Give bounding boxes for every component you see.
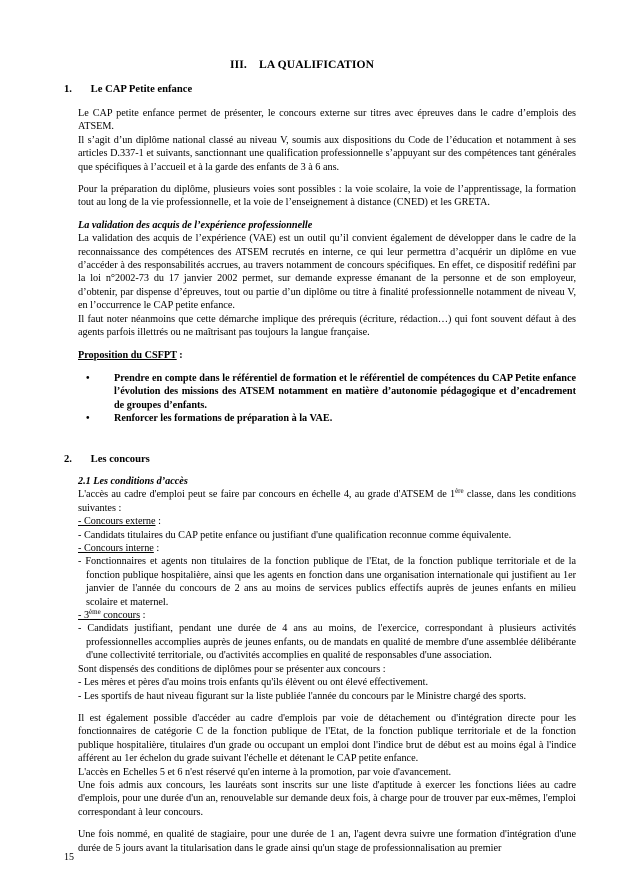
- intro-text-end: classe, dans les conditions suivantes :: [78, 489, 576, 514]
- externe-text: - Candidats titulaires du CAP petite enfance ou justifiant d'une qualification reconnue comme équivalente.: [78, 529, 512, 541]
- proposal-colon: :: [176, 349, 183, 361]
- paragraph: Pour la préparation du diplôme, plusieurs voies sont possibles : la voie scolaire, la voie de l’apprentissage, la formation tout au long de la vie professionnelle, et la voie de l’enseignement à distance (CNED) et les GRETA.: [78, 184, 576, 209]
- externe-colon: :: [155, 516, 161, 528]
- proposal-label: Proposition du CSFPT: [78, 349, 177, 361]
- proposal-list: [78, 372, 576, 426]
- third-colon: :: [140, 610, 146, 622]
- paragraph: Le CAP petite enfance permet de présenter, le concours externe sur titres avec épreuves dans le cadre d’emplois des ATSEM.: [78, 108, 576, 133]
- dispense-item: - Les mères et pères d'au moins trois enfants qu'ils élèvent ou ont élevé effectivement.: [78, 677, 429, 689]
- ordinal-sup: ère: [455, 487, 464, 496]
- interne-colon: :: [153, 543, 160, 555]
- vae-heading: La validation des acquis de l’expérience professionnelle: [78, 219, 313, 231]
- subsection-heading: 2.1 Les conditions d’accès: [78, 476, 188, 487]
- proposal-heading: [78, 349, 576, 362]
- paragraph: La validation des acquis de l’expérience (VAE) est un outil qu’il convient également de développer dans le cadre de la reconnaissance des compétences des ATSEM recrutés en interne, ce qui leur permettra d’acquérir un diplôme en vue d’accéder à des responsabilités accrues, au travers notamment de concours spécifiques. En effet, ce dispositif redéfini par la loi n°2002-73 du 17 janvier 2002 permet, sur demande expresse émanant de la personne et de son employeur, d’obtenir, par dispense d’épreuves, tout ou partie d’un diplôme ou titre à finalité professionnelle notamment de niveau V, en l’occurrence le CAP petite enfance.: [78, 233, 576, 312]
- bullet-icon: •: [86, 413, 90, 425]
- ordinal-sup: ème: [89, 608, 101, 617]
- chapter-title: LA QUALIFICATION: [259, 58, 375, 71]
- interne-heading: [78, 542, 576, 555]
- paragraph: L'accès en Echelles 5 et 6 n'est réservé qu'en interne à la promotion, par voie d'avancement.: [78, 766, 452, 778]
- chapter-number: III.: [230, 58, 247, 71]
- list-item-text: Renforcer les formations de préparation à la VAE.: [114, 413, 333, 425]
- paragraph: Il s’agit d’un diplôme national classé au niveau V, soumis aux dispositions du Code de l’éducation et notamment à ses articles D.337-1 et suivants, sanctionnant une qualification professionnelle s’appuyant sur des compétences tant générales que spécifiques à l’accueil et à la garde des enfants de 3 à 6 ans.: [78, 134, 576, 173]
- list-item: [86, 412, 576, 425]
- third-label: concours: [100, 610, 141, 622]
- third-text: - Candidats justifiant, pendant une durée de 4 ans au moins, de l'exercice, correspondant à plusieurs activités professionnelles accomplies auprès de jeunes enfants, ou de mandats en qualité de membre d'une assemblée délibérante d'une collectivité territoriale, ou d'activités accomplies en qualité de responsables d'une association.: [78, 623, 576, 662]
- paragraph: Une fois nommé, en qualité de stagiaire, pour une durée de 1 an, l'agent devra suivre une formation d'intégration d'une durée de 5 jours avant la titularisation dans le grade ainsi qu'un stage de professionnalisation au premier: [78, 829, 576, 854]
- intro-text: L'accès au cadre d'emploi peut se faire par concours en échelle 4, au grade d'ATSEM de 1: [78, 489, 456, 501]
- dispense-item: - Les sportifs de haut niveau figurant sur la liste publiée l'année du concours par le Ministre chargé des sports.: [78, 690, 527, 702]
- dispenses-text: Sont dispensés des conditions de diplômes pour se présenter aux concours :: [78, 663, 386, 675]
- paragraph: Il faut noter néanmoins que cette démarche implique des prérequis (écriture, rédaction…) qui font souvent défaut à des agents parfois illettrés ou ne maîtrisant pas toujours la langue française.: [78, 313, 576, 339]
- section-title: Les concours: [90, 454, 150, 465]
- list-item-text: Prendre en compte dans le référentiel de formation et le référentiel de compétences du CAP Petite enfance l’évolution des missions des ATSEM notamment en matière d’autonomie pédagogique et d’encadrement de groupes d’enfants.: [114, 372, 576, 411]
- section-title: Le CAP Petite enfance: [90, 84, 193, 95]
- section-1-body: [78, 107, 576, 426]
- chapter-heading: [230, 58, 374, 71]
- bullet-icon: •: [86, 372, 90, 384]
- section-number: 2.: [64, 454, 72, 465]
- section-number: 1.: [64, 84, 72, 95]
- third-prefix: - 3: [78, 610, 90, 622]
- third-heading: [78, 609, 576, 622]
- externe-label: - Concours externe: [78, 516, 156, 528]
- section-2-heading: [64, 453, 150, 466]
- interne-label: - Concours interne: [78, 543, 154, 555]
- paragraph: [78, 488, 576, 515]
- externe-heading: [78, 515, 576, 528]
- section-2-body: [78, 475, 576, 855]
- section-1-heading: [64, 83, 192, 96]
- paragraph: Une fois admis aux concours, les lauréats sont inscrits sur une liste d'aptitude à exercer les fonctions liées au cadre d'emplois, pour une durée d'un an, renouvelable sur demande deux fois, à charge pour de trouver par eux-mêmes, l'emploi correspondant à leur concours.: [78, 779, 576, 818]
- third-label-group: [78, 610, 140, 621]
- interne-text: - Fonctionnaires et agents non titulaires de la fonction publique de l'Etat, de la fonction publique territoriale et de la fonction publique hospitalière, ainsi que les agents en fonction dans une organisation internationale qui justifient au 1er janvier de l'année du concours de 2 ans au moins de services publics effectifs auprès de jeunes enfants en milieu scolaire et maternel.: [78, 556, 576, 608]
- paragraph: Il est également possible d'accéder au cadre d'emplois par voie de détachement ou d'intégration directe pour les fonctionnaires de catégorie C de la fonction publique de l'Etat, de la fonction publique territoriale et de la fonction publique hospitalière, titulaires d'un grade ou occupant un emploi dont l'indice brut de début est au moins égal à l'indice afférent au 1er échelon du grade suivant l'échelle et détenant le CAP petite enfance.: [78, 712, 576, 765]
- list-item: [86, 372, 576, 412]
- page-number: 15: [64, 852, 74, 863]
